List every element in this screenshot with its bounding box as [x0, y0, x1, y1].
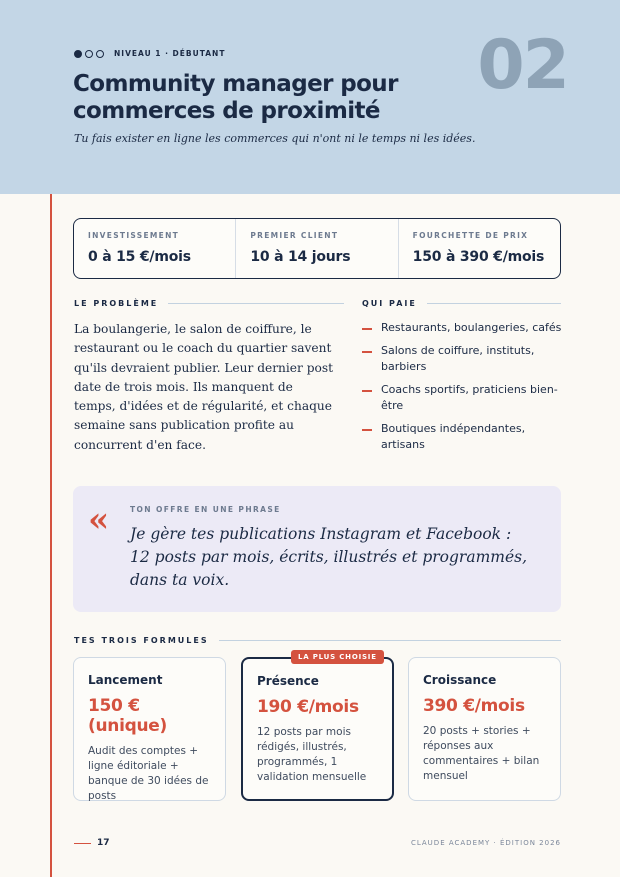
dash-bullet-icon — [362, 351, 372, 353]
dash-bullet-icon — [362, 328, 372, 330]
plan-price: 150 € (unique) — [88, 696, 167, 736]
plan-card-presence — [241, 653, 394, 801]
plan-price: 390 €/mois — [423, 696, 525, 716]
plans-heading-label: TES TROIS FORMULES — [74, 636, 209, 645]
list-item — [362, 421, 562, 453]
heading-rule — [219, 640, 561, 641]
plan-name: Lancement — [88, 673, 163, 687]
stat-investment — [74, 219, 236, 278]
level-dot-empty-icon — [96, 50, 104, 58]
offer-callout — [73, 486, 561, 612]
dash-bullet-icon — [362, 390, 372, 392]
problem-heading-label: LE PROBLÈME — [74, 299, 159, 308]
featured-badge: LA PLUS CHOISIE — [291, 650, 384, 664]
level-dot-empty-icon — [85, 50, 93, 58]
offer-text: Je gère tes publications Instagram et Facebook : 12 posts par mois, écrits, illustrés et programmés, dans ta voix. — [130, 525, 528, 589]
payers-heading — [362, 299, 561, 308]
footer-rule — [74, 843, 91, 844]
list-item-text: Salons de coiffure, instituts, barbiers — [381, 344, 535, 373]
list-item-text: Restaurants, boulangeries, cafés — [381, 321, 562, 334]
quote-icon: « — [88, 500, 110, 540]
plans-row — [73, 653, 561, 802]
stat-label: PREMIER CLIENT — [250, 231, 339, 240]
level-label: NIVEAU 1 · DÉBUTANT — [114, 49, 226, 58]
stat-value: 150 à 390 €/mois — [412, 249, 545, 265]
problem-heading — [74, 299, 344, 308]
plan-name: Présence — [257, 674, 319, 688]
plan-card-croissance — [408, 657, 561, 801]
page-title: Community manager pour commerces de proximité — [73, 71, 398, 124]
list-item — [362, 382, 562, 414]
page-subtitle: Tu fais exister en ligne les commerces qui n'ont ni le temps ni les idées. — [74, 132, 476, 145]
page-number: 17 — [97, 838, 110, 848]
stat-value: 10 à 14 jours — [250, 249, 351, 265]
plan-name: Croissance — [423, 673, 497, 687]
problem-text: La boulangerie, le salon de coiffure, le restaurant ou le coach du quartier savent qu'ils devraient publier. Leur dernier post date de trois mois. Ils manquent de temps, d'idées et de régularité, et chaque semaine sans publication profite au concurrent d'en face. — [74, 322, 333, 452]
payers-heading-label: QUI PAIE — [362, 299, 417, 308]
plan-description: 12 posts par mois rédigés, illustrés, programmés, 1 validation mensuelle — [257, 726, 367, 783]
stat-value: 0 à 15 €/mois — [88, 249, 191, 265]
level-indicator — [74, 49, 225, 58]
list-item-text: Coachs sportifs, praticiens bien-être — [381, 383, 558, 412]
plan-description: 20 posts + stories + réponses aux commentaires + bilan mensuel — [423, 725, 540, 782]
stat-price-range — [399, 219, 560, 278]
list-item-text: Boutiques indépendantes, artisans — [381, 422, 526, 451]
page-header — [0, 0, 620, 194]
level-dot-filled-icon — [74, 50, 82, 58]
margin-rule — [50, 194, 52, 877]
list-item — [362, 320, 562, 336]
plan-price: 190 €/mois — [257, 697, 359, 717]
plans-heading — [74, 636, 561, 645]
stat-label: INVESTISSEMENT — [88, 231, 180, 240]
plan-description: Audit des comptes + ligne éditoriale + banque de 30 idées de posts — [88, 745, 209, 802]
offer-label: TON OFFRE EN UNE PHRASE — [130, 505, 281, 514]
heading-rule — [427, 303, 561, 304]
stats-box — [73, 218, 561, 279]
plan-card-lancement — [73, 657, 226, 801]
stat-first-client — [236, 219, 398, 278]
footer-edition: CLAUDE ACADEMY · ÉDITION 2026 — [410, 839, 561, 847]
list-item — [362, 343, 562, 375]
stat-label: FOURCHETTE DE PRIX — [412, 231, 529, 240]
dash-bullet-icon — [362, 429, 372, 431]
heading-rule — [168, 303, 344, 304]
chapter-number: 02 — [477, 26, 568, 105]
payers-list — [362, 320, 562, 460]
